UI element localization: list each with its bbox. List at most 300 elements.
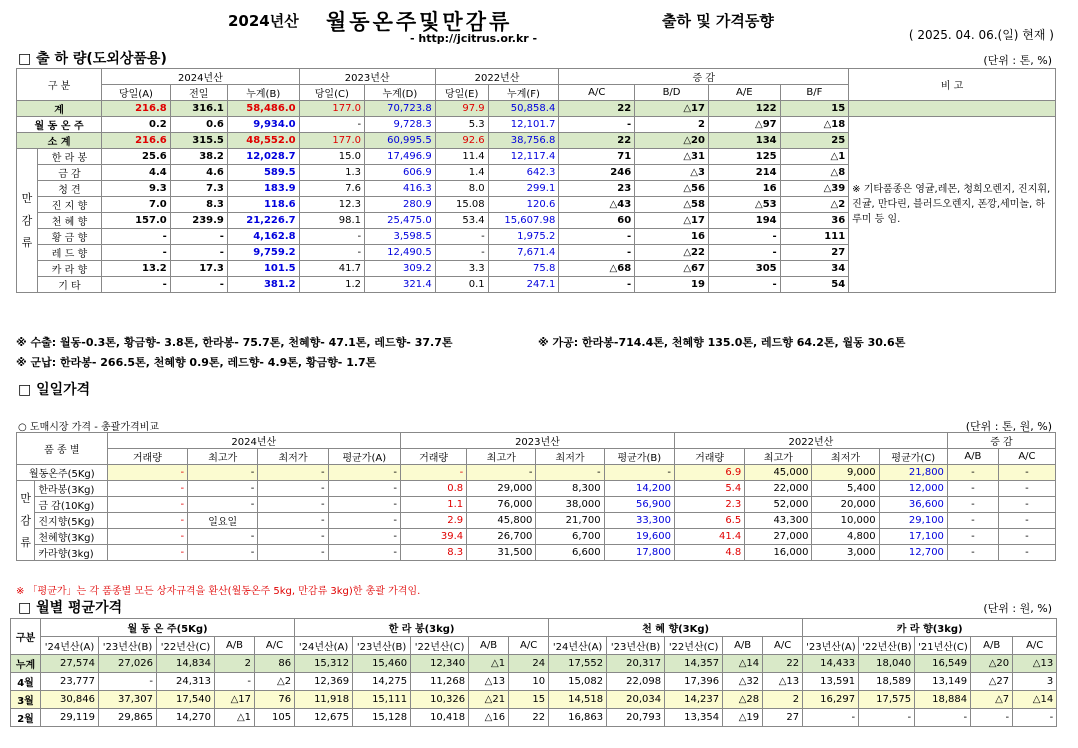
cell: - <box>258 481 328 497</box>
cell: 299.1 <box>488 181 559 197</box>
cell: 101.5 <box>227 261 299 277</box>
row-label: 레 드 향 <box>37 245 101 261</box>
cell: 16,000 <box>745 545 812 561</box>
cell: 246 <box>559 165 635 181</box>
cell: 122 <box>708 101 780 117</box>
cell: 17,800 <box>604 545 674 561</box>
cell: 309.2 <box>365 261 436 277</box>
cell: 606.9 <box>365 165 436 181</box>
cell: 92.6 <box>435 133 488 149</box>
cell: 2 <box>635 117 709 133</box>
header-gubun: 구 분 <box>17 69 102 101</box>
cell: - <box>258 497 328 513</box>
cell: - <box>258 465 328 481</box>
cell: 315.5 <box>170 133 227 149</box>
monthly-row <box>11 709 1057 727</box>
group-char: 류 <box>20 535 31 549</box>
cell: 86 <box>255 655 295 673</box>
cell: 4.8 <box>674 545 744 561</box>
cell: △27 <box>971 673 1013 691</box>
group-header: 천 혜 향(3Kg) <box>549 619 803 637</box>
cell: 3,000 <box>812 545 879 561</box>
cell: 25,475.0 <box>365 213 436 229</box>
cell: 14,200 <box>604 481 674 497</box>
cell: 2 <box>763 691 803 709</box>
col-header: A/B <box>971 637 1013 655</box>
cell: 2 <box>215 655 255 673</box>
col-header: 당일(C) <box>299 85 364 101</box>
cell: - <box>258 513 328 529</box>
group-header: 한 라 봉(3kg) <box>295 619 549 637</box>
cell: 60,995.5 <box>365 133 436 149</box>
cell: 26,700 <box>467 529 536 545</box>
monthly-row <box>11 673 1057 691</box>
cell: 22 <box>763 655 803 673</box>
cell: - <box>107 529 187 545</box>
cell: 13,149 <box>915 673 971 691</box>
cell: 20,793 <box>607 709 665 727</box>
site-url[interactable]: - http://jcitrus.or.kr - <box>410 32 538 45</box>
cell: - <box>99 673 157 691</box>
cell: 589.5 <box>227 165 299 181</box>
cell: - <box>170 229 227 245</box>
cell: - <box>1013 709 1057 727</box>
cell: △20 <box>971 655 1013 673</box>
mangam-group-label <box>17 481 35 561</box>
cell: - <box>708 245 780 261</box>
cell: 27,574 <box>41 655 99 673</box>
cell: 0.1 <box>435 277 488 293</box>
col-header: 거래량 <box>674 449 744 465</box>
daily-price-table <box>16 432 1056 561</box>
daily-price-unit: (단위 : 톤, 원, %) <box>965 420 1052 433</box>
cell: 7.3 <box>170 181 227 197</box>
cell: △32 <box>723 673 763 691</box>
col-header: 거래량 <box>400 449 466 465</box>
cell: - <box>102 277 171 293</box>
cell: - <box>188 481 258 497</box>
cell: - <box>299 245 364 261</box>
cell: △8 <box>780 165 849 181</box>
col-header: '24년산(A) <box>295 637 353 655</box>
cell: - <box>328 545 400 561</box>
col-header: 전일 <box>170 85 227 101</box>
cell: - <box>947 497 998 513</box>
group-char: 감 <box>21 213 33 227</box>
cell: - <box>102 245 171 261</box>
cell: 60 <box>559 213 635 229</box>
cell: 14,834 <box>157 655 215 673</box>
cell: 125 <box>708 149 780 165</box>
cell: 11,268 <box>411 673 469 691</box>
cell: 1.3 <box>299 165 364 181</box>
cell: 642.3 <box>488 165 559 181</box>
cell: - <box>803 709 859 727</box>
cell: 36 <box>780 213 849 229</box>
cell: 17,552 <box>549 655 607 673</box>
cell: 7.0 <box>102 197 171 213</box>
cell: 38.2 <box>170 149 227 165</box>
cell: - <box>708 229 780 245</box>
cell: - <box>559 117 635 133</box>
average-price-note: ※ 「평균가」는 각 품종별 모든 상자규격을 환산(월동온주 5kg, 만감류 3kg)한 총괄 가격임. <box>16 586 421 597</box>
cell: 38,756.8 <box>488 133 559 149</box>
cell: 321.4 <box>365 277 436 293</box>
cell: - <box>998 497 1055 513</box>
cell: 15.08 <box>435 197 488 213</box>
row-label: 한라봉(3Kg) <box>35 481 107 497</box>
cell: 12,117.4 <box>488 149 559 165</box>
cell: 15 <box>780 101 849 117</box>
monthly-price-unit: (단위 : 원, %) <box>983 602 1052 615</box>
cell: 216.6 <box>102 133 171 149</box>
cell: 13,354 <box>665 709 723 727</box>
row-label: 3월 <box>11 691 41 709</box>
group-header: 월 동 온 주(5Kg) <box>41 619 295 637</box>
header-year: 2024년산 <box>228 12 299 30</box>
price-row <box>17 513 1056 529</box>
cell: 157.0 <box>102 213 171 229</box>
cell: - <box>915 709 971 727</box>
cell: 2.3 <box>674 497 744 513</box>
col-header: '23년산(B) <box>607 637 665 655</box>
cell: 15 <box>509 691 549 709</box>
cell: 53.4 <box>435 213 488 229</box>
cell: △1 <box>780 149 849 165</box>
cell: 11.4 <box>435 149 488 165</box>
cell: △3 <box>635 165 709 181</box>
cell: - <box>328 481 400 497</box>
cell: 45,000 <box>745 465 812 481</box>
cell: △14 <box>1013 691 1057 709</box>
cell: - <box>559 229 635 245</box>
cell: 18,040 <box>859 655 915 673</box>
cell: 0.8 <box>400 481 466 497</box>
col-header: '24년산(A) <box>41 637 99 655</box>
row-label: 2월 <box>11 709 41 727</box>
shipment-unit: (단위 : 톤, %) <box>983 54 1052 67</box>
cell: 17,575 <box>859 691 915 709</box>
cell: △28 <box>723 691 763 709</box>
cell: 4,800 <box>812 529 879 545</box>
cell: 41.4 <box>674 529 744 545</box>
cell: 20,317 <box>607 655 665 673</box>
header-gubun: 구분 <box>11 619 41 655</box>
cell: 31,500 <box>467 545 536 561</box>
cell: 8.3 <box>400 545 466 561</box>
col-header: '22년산(C) <box>157 637 215 655</box>
group-char: 감 <box>20 513 31 527</box>
col-header: 누계(B) <box>227 85 299 101</box>
cell: △17 <box>215 691 255 709</box>
cell: - <box>947 481 998 497</box>
cell: 111 <box>780 229 849 245</box>
report-title: 월동온주및만감류 <box>326 10 513 34</box>
row-label: 누계 <box>11 655 41 673</box>
cell: 12,369 <box>295 673 353 691</box>
remark-blank <box>849 101 1056 117</box>
processing-note: ※ 가공: 한라봉-714.4톤, 천혜향 135.0톤, 레드향 64.2톤, 월동 30.6톤 <box>538 336 906 349</box>
cell: - <box>559 277 635 293</box>
header-2022: 2022년산 <box>435 69 559 85</box>
cell: 105 <box>255 709 295 727</box>
cell: 5.4 <box>674 481 744 497</box>
col-header: 거래량 <box>107 449 187 465</box>
col-header: 최저가 <box>258 449 328 465</box>
cell: 183.9 <box>227 181 299 197</box>
cell: 15,460 <box>353 655 411 673</box>
remark-text: ※ 기타품종은 영귤,레몬, 청희오렌지, 진지휘, 진귤, 만다린, 블러드오렌지, 폰깡,세미놀, 하루미 등 임. <box>849 117 1056 293</box>
cell: 4.6 <box>170 165 227 181</box>
cell: 8.0 <box>435 181 488 197</box>
col-header: 당일(E) <box>435 85 488 101</box>
group-char: 만 <box>21 191 33 205</box>
as-of-date: ( 2025. 04. 06.(일) 현재 ) <box>908 28 1054 42</box>
cell: 56,900 <box>604 497 674 513</box>
cell: - <box>947 529 998 545</box>
col-header: 평균가(B) <box>604 449 674 465</box>
cell: - <box>188 497 258 513</box>
cell: - <box>170 245 227 261</box>
cell: 12.3 <box>299 197 364 213</box>
shipment-row <box>17 101 1056 117</box>
daily-price-title: □ 일일가격 <box>18 382 91 398</box>
cell: 18,884 <box>915 691 971 709</box>
cell: - <box>604 465 674 481</box>
cell: △43 <box>559 197 635 213</box>
cell: - <box>536 465 604 481</box>
cell: △39 <box>780 181 849 197</box>
header-2022: 2022년산 <box>674 433 947 449</box>
mangam-group-label <box>17 149 38 293</box>
cell: - <box>328 529 400 545</box>
cell: - <box>188 545 258 561</box>
cell: 20,000 <box>812 497 879 513</box>
cell: - <box>998 529 1055 545</box>
cell: - <box>215 673 255 691</box>
cell: 24 <box>509 655 549 673</box>
cell: △13 <box>763 673 803 691</box>
cell: 54 <box>780 277 849 293</box>
col-header: A/C <box>509 637 549 655</box>
cell: 23,777 <box>41 673 99 691</box>
cell: - <box>188 529 258 545</box>
row-label: 카라향(3kg) <box>35 545 107 561</box>
report-subtitle: 출하 및 가격동향 <box>662 12 774 30</box>
cell: 22,000 <box>745 481 812 497</box>
cell: 19 <box>635 277 709 293</box>
cell: 48,552.0 <box>227 133 299 149</box>
cell: △2 <box>255 673 295 691</box>
col-header: '23년산(A) <box>803 637 859 655</box>
cell: 14,275 <box>353 673 411 691</box>
cell: 1.4 <box>435 165 488 181</box>
cell: 6,700 <box>536 529 604 545</box>
header-2023: 2023년산 <box>299 69 435 85</box>
cell: - <box>107 465 187 481</box>
cell: 29,000 <box>467 481 536 497</box>
cell: 50,858.4 <box>488 101 559 117</box>
report-header <box>0 6 1078 46</box>
cell: 33,300 <box>604 513 674 529</box>
cell: 37,307 <box>99 691 157 709</box>
cell: 15,607.98 <box>488 213 559 229</box>
cell: 16,549 <box>915 655 971 673</box>
cell: 4,162.8 <box>227 229 299 245</box>
cell: 15,082 <box>549 673 607 691</box>
cell: 8,300 <box>536 481 604 497</box>
row-label: 청 견 <box>37 181 101 197</box>
cell: 38,000 <box>536 497 604 513</box>
cell: 21,226.7 <box>227 213 299 229</box>
row-label: 월동온주(5Kg) <box>17 465 108 481</box>
cell: △68 <box>559 261 635 277</box>
cell: 239.9 <box>170 213 227 229</box>
col-header: '23년산(B) <box>99 637 157 655</box>
cell: △16 <box>469 709 509 727</box>
cell: 24,313 <box>157 673 215 691</box>
cell: 12,101.7 <box>488 117 559 133</box>
cell: 118.6 <box>227 197 299 213</box>
cell: 1.1 <box>400 497 466 513</box>
cell: - <box>400 465 466 481</box>
cell: 247.1 <box>488 277 559 293</box>
col-header: '21년산(C) <box>915 637 971 655</box>
cell: 8.3 <box>170 197 227 213</box>
cell: 27 <box>763 709 803 727</box>
row-label: 황 금 향 <box>37 229 101 245</box>
col-header: 최고가 <box>467 449 536 465</box>
cell: - <box>258 545 328 561</box>
cell: - <box>107 513 187 529</box>
cell: △17 <box>635 101 709 117</box>
col-header: A/C <box>998 449 1055 465</box>
cell: △53 <box>708 197 780 213</box>
price-row <box>17 497 1056 513</box>
cell: - <box>859 709 915 727</box>
cell: 39.4 <box>400 529 466 545</box>
col-header: 최고가 <box>745 449 812 465</box>
cell: 15,312 <box>295 655 353 673</box>
cell: - <box>299 117 364 133</box>
cell: 16 <box>635 229 709 245</box>
cell: 17.3 <box>170 261 227 277</box>
cell: △17 <box>635 213 709 229</box>
cell: 214 <box>708 165 780 181</box>
row-label: 천 혜 향 <box>37 213 101 229</box>
cell: 29,100 <box>879 513 947 529</box>
col-header: 누계(F) <box>488 85 559 101</box>
cell: 27 <box>780 245 849 261</box>
cell: 34 <box>780 261 849 277</box>
col-header: A/C <box>255 637 295 655</box>
row-label: 한 라 봉 <box>37 149 101 165</box>
col-header: '23년산(B) <box>353 637 411 655</box>
col-header: B/F <box>780 85 849 101</box>
cell: △2 <box>780 197 849 213</box>
cell: 25 <box>780 133 849 149</box>
cell: 22 <box>559 101 635 117</box>
cell: △1 <box>215 709 255 727</box>
row-label: 소 계 <box>17 133 102 149</box>
cell: 9,934.0 <box>227 117 299 133</box>
shipment-table <box>16 68 1056 293</box>
cell: 381.2 <box>227 277 299 293</box>
cell: 0.6 <box>170 117 227 133</box>
header-2023: 2023년산 <box>400 433 674 449</box>
cell: 13.2 <box>102 261 171 277</box>
cell: 71 <box>559 149 635 165</box>
cell: 0.2 <box>102 117 171 133</box>
cell: △56 <box>635 181 709 197</box>
cell: 일요일 <box>188 513 258 529</box>
cell: - <box>435 229 488 245</box>
cell: 5,400 <box>812 481 879 497</box>
cell: 15,111 <box>353 691 411 709</box>
cell: - <box>467 465 536 481</box>
cell: - <box>107 545 187 561</box>
cell: - <box>947 465 998 481</box>
cell: 9,759.2 <box>227 245 299 261</box>
price-row <box>17 545 1056 561</box>
col-header: 최저가 <box>812 449 879 465</box>
cell: 17,496.9 <box>365 149 436 165</box>
row-label: 금 감(10Kg) <box>35 497 107 513</box>
row-label: 기 타 <box>37 277 101 293</box>
cell: 43,300 <box>745 513 812 529</box>
cell: △20 <box>635 133 709 149</box>
cell: 21,700 <box>536 513 604 529</box>
col-header: '22년산(C) <box>665 637 723 655</box>
cell: 13,591 <box>803 673 859 691</box>
cell: - <box>107 481 187 497</box>
cell: 194 <box>708 213 780 229</box>
cell: 120.6 <box>488 197 559 213</box>
monthly-row <box>11 691 1057 709</box>
cell: 45,800 <box>467 513 536 529</box>
cell: 2.9 <box>400 513 466 529</box>
cell: 6.5 <box>674 513 744 529</box>
row-label: 진 지 향 <box>37 197 101 213</box>
cell: 15,128 <box>353 709 411 727</box>
cell: 6,600 <box>536 545 604 561</box>
monthly-price-table <box>10 618 1057 727</box>
cell: △31 <box>635 149 709 165</box>
military-note: ※ 군납: 한라봉- 266.5톤, 천혜향 0.9톤, 레드향- 4.9톤, 황금향- 1.7톤 <box>16 356 377 369</box>
cell: 216.8 <box>102 101 171 117</box>
cell: - <box>947 545 998 561</box>
row-label: 카 라 향 <box>37 261 101 277</box>
cell: 10,418 <box>411 709 469 727</box>
cell: 416.3 <box>365 181 436 197</box>
cell: 3.3 <box>435 261 488 277</box>
cell: 21,800 <box>879 465 947 481</box>
col-header: A/B <box>723 637 763 655</box>
price-row <box>17 481 1056 497</box>
row-label: 금 감 <box>37 165 101 181</box>
col-header: '22년산(C) <box>411 637 469 655</box>
header-remark: 비 고 <box>849 69 1056 101</box>
cell: 11,918 <box>295 691 353 709</box>
cell: 70,723.8 <box>365 101 436 117</box>
cell: 14,433 <box>803 655 859 673</box>
cell: 23 <box>559 181 635 197</box>
cell: △18 <box>780 117 849 133</box>
cell: 1,975.2 <box>488 229 559 245</box>
cell: - <box>188 465 258 481</box>
cell: 97.9 <box>435 101 488 117</box>
cell: 17,540 <box>157 691 215 709</box>
